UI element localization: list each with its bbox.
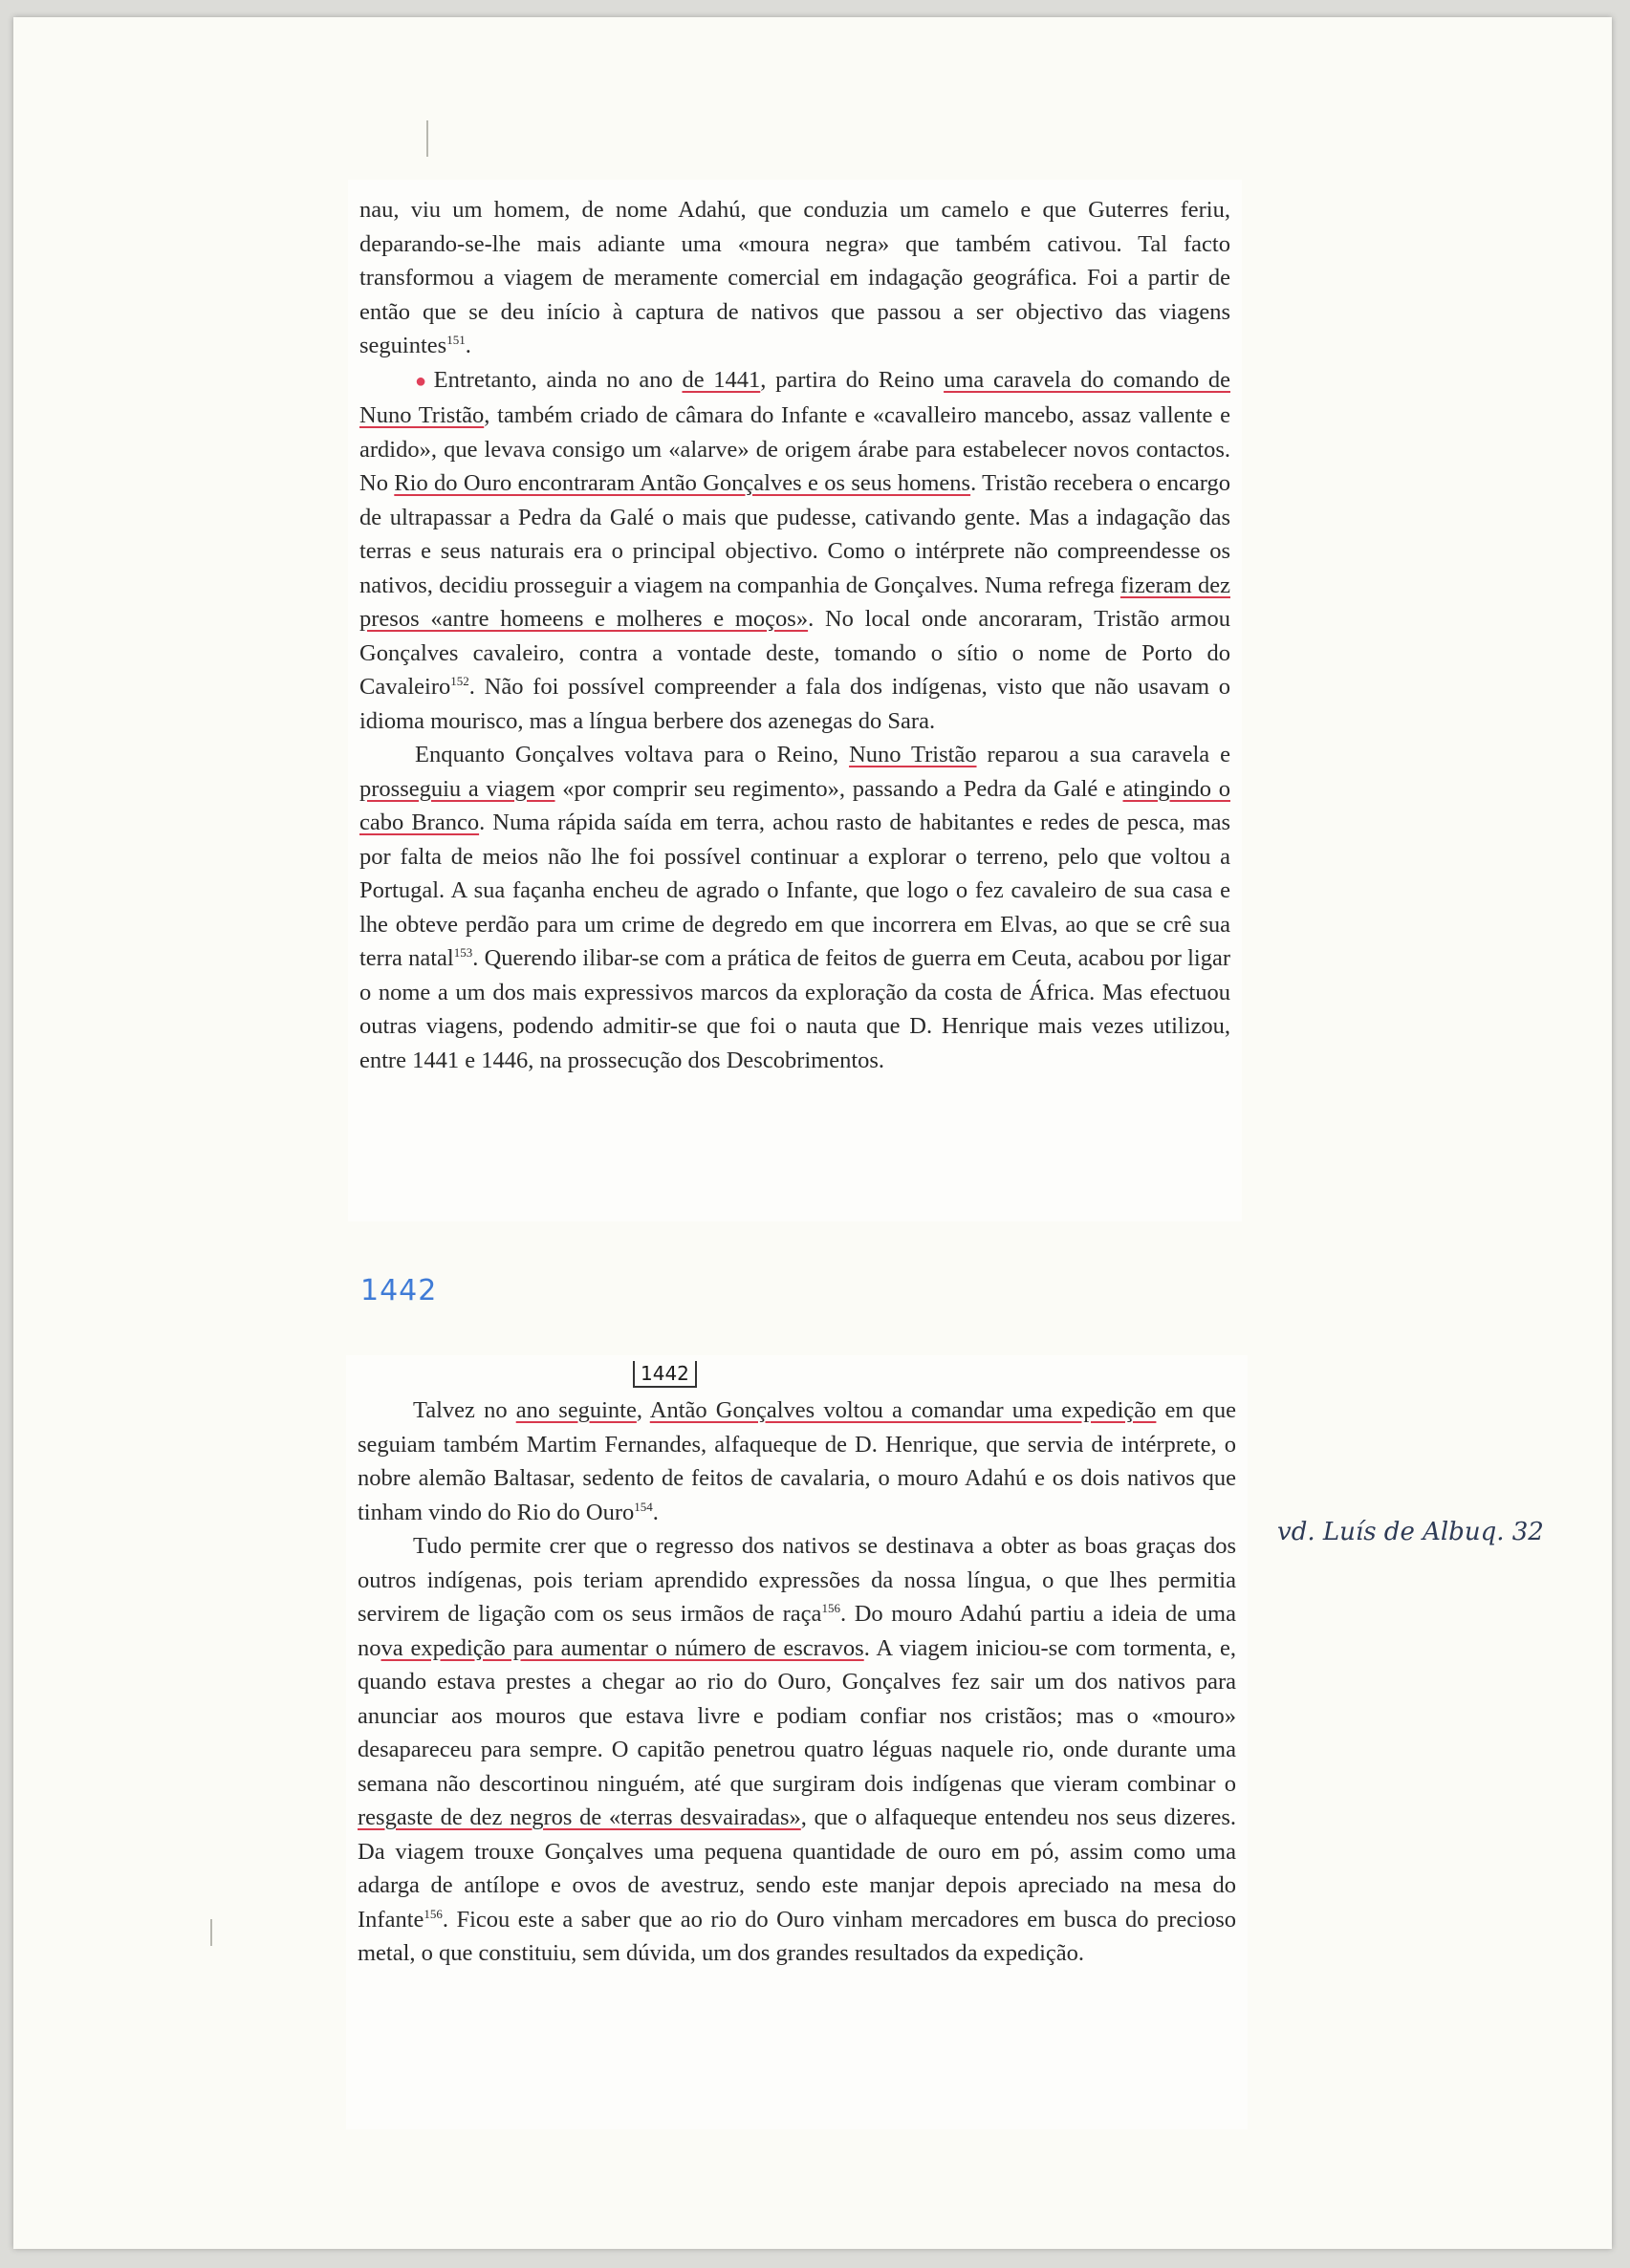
text-clipping-1: [348, 180, 1242, 1221]
underlined-text: uma caravela do comando de Nuno Tristão: [359, 366, 1230, 428]
text: . Numa rápida saída em terra, achou rasto de habitantes e redes de pesca, mas por falta de meios não lhe foi possível continuar a explorar o terreno, pelo que voltou a Portugal. A sua façanha encheu de agrado o Infante, que logo o fez cavaleiro de sua casa e lhe obteve perdão para um crime de degredo em que incorrera em Elvas, ao que se crê sua terra natal: [359, 810, 1231, 971]
underlined-text: ano seguinte: [515, 1397, 637, 1423]
text: reparou a sua caravela e: [976, 742, 1230, 767]
text: nau, viu um homem, de nome Adahú, que conduzia um camelo e que Guterres feriu, deparando-se-lhe mais adiante uma «moura negra» que também cativou. Tal facto transformou a viagem de meramente comercial em indagação geográfica. Foi a partir de então que se deu início à captura de nativos que passou a ser objectivo das viagens seguintes: [359, 197, 1230, 358]
underlined-text: Nuno Tristão: [849, 742, 977, 767]
text: . Ficou este a saber que ao rio do Ouro vinham mercadores em busca do precioso metal, o que constituiu, sem dúvida, um dos grandes resultados da expedição.: [358, 1906, 1236, 1966]
paper-sheet: [13, 17, 1612, 2249]
footnote-ref: 156: [821, 1600, 840, 1615]
underlined-text: de 1441: [682, 366, 761, 393]
text: Entretanto, ainda no ano: [433, 366, 683, 393]
paragraph: [359, 363, 1230, 739]
footnote-ref: 153: [453, 944, 473, 960]
text: «por comprir seu regimento», passando a Pedra da Galé e: [554, 775, 1123, 802]
text: . Tristão recebera o encargo de ultrapassar a Pedra da Galé o mais que pudesse, cativando gente. Mas a indagação das terras e seus naturais era o principal objectivo. Como o intérprete não compreendesse os nativos, decidiu prosseguir a viagem na companhia de Gonçalves. Numa refrega: [359, 470, 1230, 598]
text: .: [465, 333, 471, 358]
text: Talvez no: [413, 1397, 516, 1423]
footnote-ref: 152: [450, 673, 469, 688]
paragraph: [359, 738, 1230, 1077]
text: . A viagem iniciou-se com tormenta, e, quando estava prestes a chegar ao rio do Ouro, Gonçalves fez sair um dos nativos para anunciar aos mouros que estava livre e podiam confiar nos cristãos; mas o «mouro» desapareceu para sempre. O capitão penetrou quatro léguas naquele rio, onde durante uma semana não descortinou ninguém, até que surgiram dois indígenas que vieram combinar o: [358, 1634, 1236, 1797]
underlined-text: atingindo o cabo Branco: [359, 775, 1230, 835]
underlined-text: va expedição para aumentar o número de escravos: [380, 1634, 864, 1661]
text: Enquanto Gonçalves voltava para o Reino,: [415, 742, 850, 767]
text: . No local onde ancoraram, Tristão armou Gonçalves cavaleiro, contra a vontade deste, tomando o sítio o nome de Porto do Cavaleiro: [359, 606, 1230, 700]
underlined-text: resgaste de dez negros de «terras desvairadas»: [358, 1804, 801, 1830]
text: ,: [636, 1397, 650, 1423]
footnote-ref: 156: [424, 1906, 443, 1921]
handwritten-margin-note: vd. Luís de Albuq. 32: [1277, 1518, 1544, 1546]
pencil-mark: [426, 120, 428, 157]
red-dot-icon: ●: [415, 370, 430, 392]
text: , também criado de câmara do Infante e «cavalleiro mancebo, assaz vallente e ardido», que levava consigo um «alarve» de origem árabe para estabelecer novos contactos. No: [359, 402, 1230, 496]
text: . Do mouro Adahú partiu a ideia de uma no: [358, 1601, 1236, 1661]
underlined-text: fizeram dez presos «antre homeens e molheres e moços»: [359, 572, 1230, 632]
underlined-text: Rio do Ouro encontraram Antão Gonçalves e os seus homens: [394, 470, 971, 496]
text: .: [652, 1499, 659, 1525]
text-clipping-2: [346, 1355, 1248, 2129]
underlined-text: Antão Gonçalves voltou a comandar uma expedição: [649, 1397, 1157, 1423]
text: , partira do Reino: [760, 366, 945, 393]
footnote-ref: 151: [446, 332, 466, 347]
handwritten-year: 1442: [360, 1274, 438, 1307]
text: . Não foi possível compreender a fala dos indígenas, visto que não usavam o idioma mourisco, mas a língua berbere dos azenegas do Sara.: [359, 674, 1230, 734]
pencil-mark: [210, 1919, 212, 1946]
text: em que seguiam também Martim Fernandes, alfaqueque de D. Henrique, que servia de intérprete, o nobre alemão Baltasar, sedento de feitos de cavalaria, o mouro Adahú e os dois nativos que tinham vindo do Rio do Ouro: [358, 1397, 1236, 1525]
underlined-text: prosseguiu a viagem: [359, 775, 555, 802]
text: Tudo permite crer que o regresso dos nativos se destinava a obter as boas graças dos outros indígenas, pois teriam aprendido expressões da nossa língua, o que lhes permitia servirem de ligação com os seus irmãos de raça: [358, 1533, 1236, 1627]
handwritten-bracket-year: 1442: [633, 1361, 697, 1388]
paragraph: [359, 193, 1230, 363]
paragraph: [358, 1529, 1236, 1971]
text: , que o alfaqueque entendeu nos seus dizeres. Da viagem trouxe Gonçalves uma pequena quantidade de ouro em pó, assim como uma adarga de antílope e ovos de avestruz, sendo este manjar depois apreciado na mesa do Infante: [358, 1804, 1236, 1933]
paragraph: [358, 1393, 1236, 1529]
text: . Querendo ilibar-se com a prática de feitos de guerra em Ceuta, acabou por ligar o nome a um dos mais expressivos marcos da exploração da costa de África. Mas efectuou outras viagens, podendo admitir-se que foi o nauta que D. Henrique mais vezes utilizou, entre 1441 e 1446, na prossecução dos Descobrimentos.: [359, 945, 1230, 1073]
footnote-ref: 154: [634, 1499, 653, 1514]
